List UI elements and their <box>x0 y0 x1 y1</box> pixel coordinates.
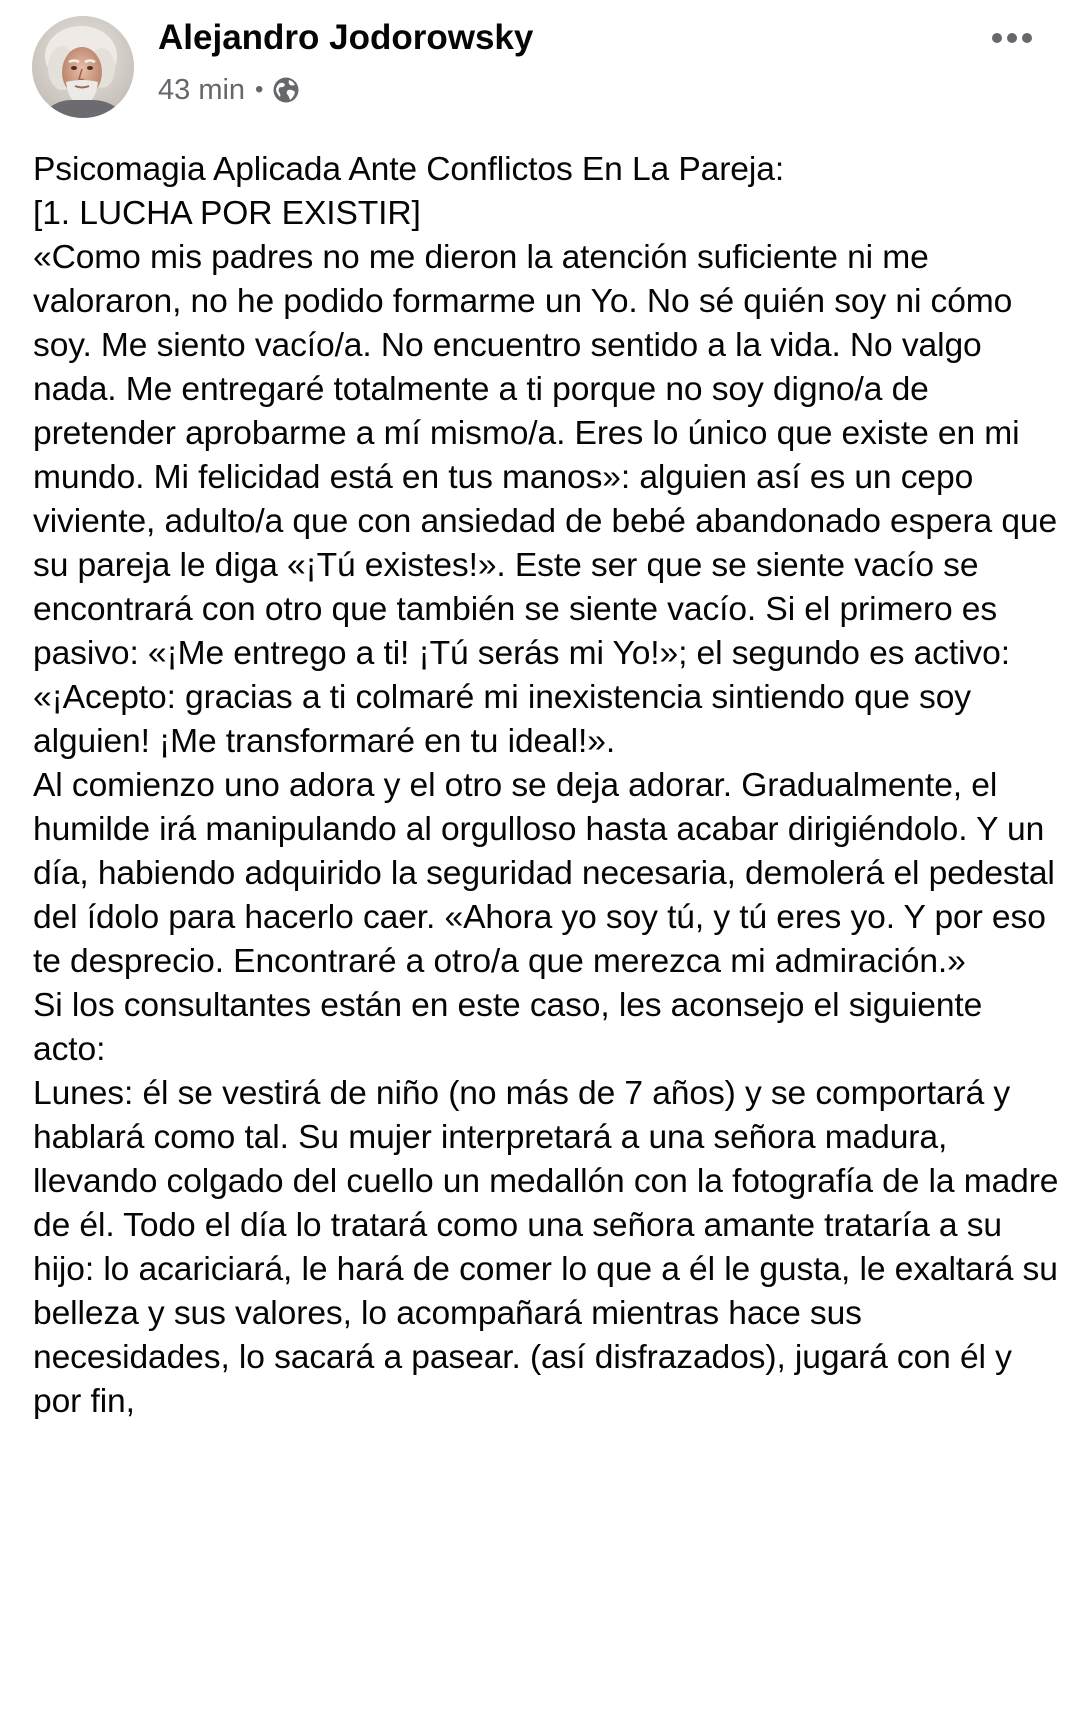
post-meta <box>158 70 301 110</box>
post-body <box>33 148 1063 1709</box>
profile-photo-icon <box>32 16 134 118</box>
post-timestamp[interactable]: 43 min <box>158 73 246 106</box>
author-avatar[interactable] <box>32 16 134 118</box>
post-header <box>0 0 1079 130</box>
author-name[interactable]: Alejandro Jodorowsky <box>158 18 534 57</box>
more-options-button[interactable] <box>984 22 1040 54</box>
globe-icon[interactable] <box>271 75 301 105</box>
more-options-icon <box>991 32 1033 44</box>
meta-separator: • <box>255 76 264 103</box>
post-text: Psicomagia Aplicada Ante Conflictos En La Pareja: [1. LUCHA POR EXISTIR] «Como mis padres no me dieron la atención suficiente ni me valoraron, no he podido formarme un Yo. No sé quién soy ni cómo soy. Me siento vacío/a. No encuentro sentido a la vida. No valgo nada. Me entregaré totalmente a ti porque no soy digno/a de pretender aprobarme a mí mismo/a. Eres lo único que existe en mi mundo. Mi felicidad está en tus manos»: alguien así es un cepo viviente, adulto/a que con ansiedad de bebé abandonado espera que su pareja le diga «¡Tú existes!». Este ser que se siente vacío se encontrará con otro que también se siente vacío. Si el primero es pasivo: «¡Me entrego a ti! ¡Tú serás mi Yo!»; el segundo es activo: «¡Acepto: gracias a ti colmaré mi inexistencia sintiendo que soy alguien! ¡Me transformaré en tu ideal!». Al comienzo uno adora y el otro se deja adorar. Gradualmente, el humilde irá manipulando al orgulloso hasta acabar dirigiéndolo. Y un día, habiendo adquirido la seguridad necesaria, demolerá el pedestal del ídolo para hacerlo caer. «Ahora yo soy tú, y tú eres yo. Y por eso te desprecio. Encontraré a otro/a que merezca mi admiración.» Si los consultantes están en este caso, les aconsejo el siguiente acto: Lunes: él se vestirá de niño (no más de 7 años) y se comportará y hablará como tal. Su mujer interpretará a una señora madura, llevando colgado del cuello un medallón con la fotografía de la madre de él. Todo el día lo tratará como una señora amante trataría a su hijo: lo acariciará, le hará de comer lo que a él le gusta, le exaltará su belleza y sus valores, lo acompañará mientras hace sus necesidades, lo sacará a pasear. (así disfrazados), jugará con él y por fin, <box>33 151 1059 1420</box>
